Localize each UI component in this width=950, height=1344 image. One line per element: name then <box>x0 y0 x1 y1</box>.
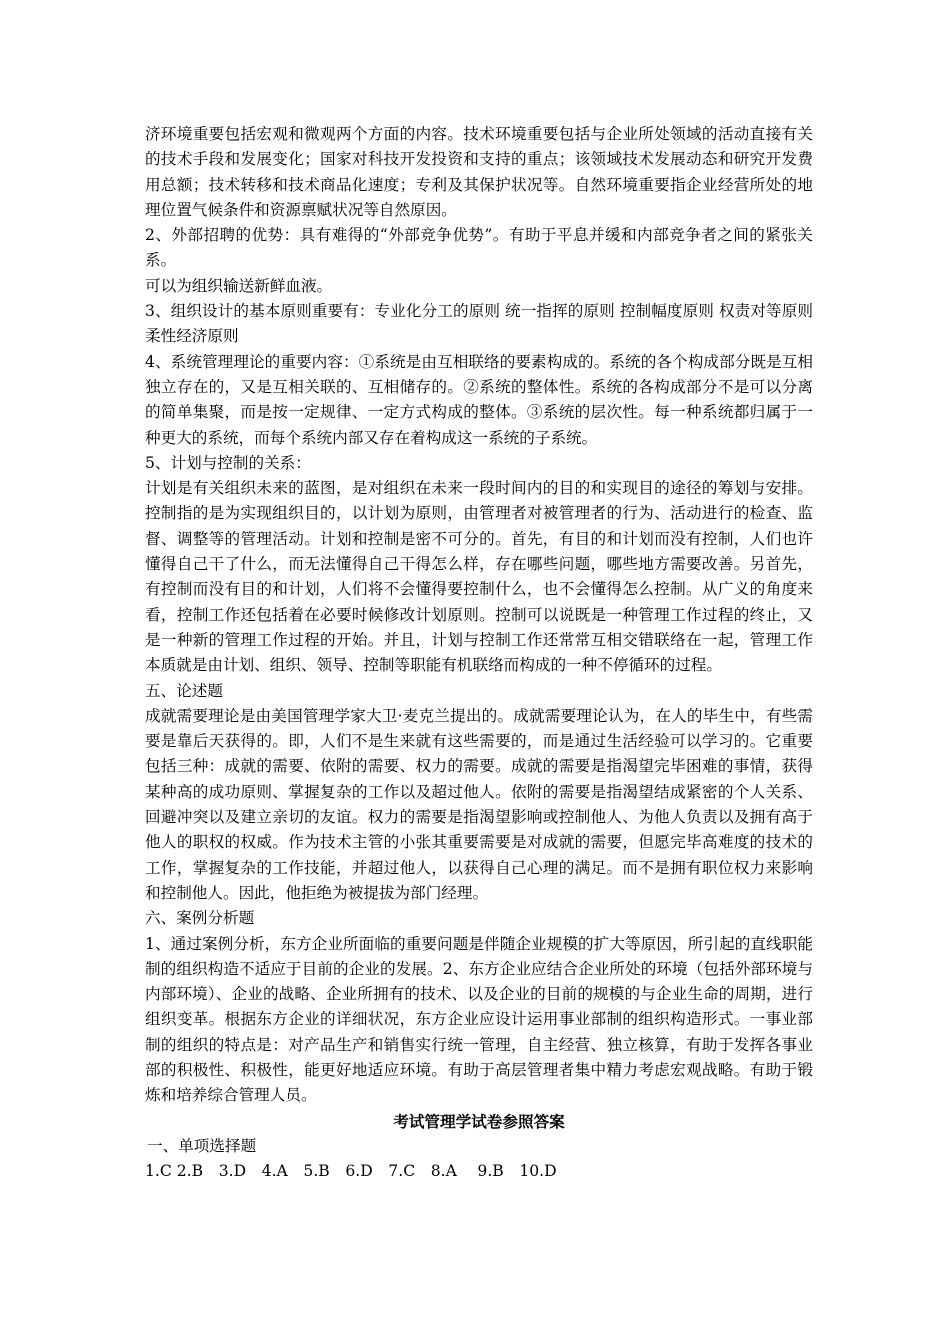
paragraph-fresh-blood: 可以为组织输送新鲜血液。 <box>145 276 333 295</box>
document-body <box>145 122 829 1184</box>
answer-title: 考试管理学试卷参照答案 <box>393 1111 565 1131</box>
paragraph-environment: 济环境重要包括宏观和微观两个方面的内容。技术环境重要包括与企业所处领域的活动直接有关的技术手段和发展变化；国家对科技开发投资和支持的重点；该领域技术发展动态和研究开发费用总额；技术转移和技术商品化速度；专利及其保护状况等。自然环境重要指企业经营所处的地理位置气候条件和资源禀赋状况等自然原因。 <box>145 125 813 219</box>
heading-plan-control: 5、计划与控制的关系： <box>145 453 311 472</box>
paragraph-plan-control: 计划是有关组织未来的蓝图，是对组织在未来一段时间内的目的和实现目的途径的筹划与安排。控制指的是为实现组织目的，以计划为原则，由管理者对被管理者的行为、活动进行的检查、监督、调整等的管理活动。计划和控制是密不可分的。首先，有目的和计划而没有控制，人们也许懂得自己干了什么，而无法懂得自己干得怎么样，存在哪些问题，哪些地方需要改善。另首先，有控制而没有目的和计划，人们将不会懂得要控制什么，也不会懂得怎么控制。从广义的角度来看，控制工作还包括着在必要时候修改计划原则。控制可以说既是一种管理工作过程的终止，又是一种新的管理工作过程的开始。并且，计划与控制工作还常常互相交错联络在一起，管理工作本质就是由计划、组织、领导、控制等职能有机联络而构成的一种不停循环的过程。 <box>145 479 813 675</box>
answers-line: 1.C 2.B 3.D 4.A 5.B 6.D 7.C 8.A 9.B 10.D <box>145 1162 557 1181</box>
section-single-choice: 一、单项选择题 <box>147 1136 257 1155</box>
paragraph-organization-principles: 3、组织设计的基本原则重要有：专业化分工的原则 统一指挥的原则 控制幅度原则 权责对等原则 柔性经济原则 <box>145 302 829 346</box>
heading-case-analysis: 六、案例分析题 <box>145 909 255 928</box>
paragraph-system-theory: 4、系统管理理论的重要内容：①系统是由互相联络的要素构成的。系统的各个构成部分既是互相独立存在的，又是互相关联的、互相储存的。②系统的整体性。系统的各构成部分不是可以分离的简单集聚，而是按一定规律、一定方式构成的整体。③系统的层次性。每一种系统都归属于一种更大的系统，而每个系统内部又存在着构成这一系统的子系统。 <box>145 352 813 447</box>
paragraph-case-analysis: 1、通过案例分析，东方企业所面临的重要问题是伴随企业规模的扩大等原因，所引起的直线职能制的组织构造不适应于目前的企业的发展。2、东方企业应结合企业所处的环境（包括外部环境与内部环境）、企业的战略、企业所拥有的技术、以及企业的目前的规模的与企业生命的周期，进行组织变革。根据东方企业的详细状况，东方企业应设计运用事业部制的组织构造形式。一事业部制的组织的特点是：对产品生产和销售实行统一管理，自主经营、独立核算，有助于发挥各事业部的积极性、积极性，能更好地适应环境。有助于高层管理者集中精力考虑宏观战略。有助于锻炼和培养综合管理人员。 <box>145 934 813 1105</box>
paragraph-external-recruitment: 2、外部招聘的优势：具有难得的“外部竞争优势”。有助于平息并缓和内部竞争者之间的紧张关系。 <box>145 226 813 270</box>
paragraph-achievement-theory: 成就需要理论是由美国管理学家大卫·麦克兰提出的。成就需要理论认为，在人的毕生中，有些需要是靠后天获得的。即，人们不是生来就有这些需要的，而是通过生活经验可以学习的。它重要包括三种：成就的需要、依附的需要、权力的需要。成就的需要是指渴望完毕困难的事情，获得某种高的成功原则、掌握复杂的工作以及超过他人。依附的需要是指渴望结成紧密的个人关系、回避冲突以及建立亲切的友谊。权力的需要是指渴望影响或控制他人、为他人负责以及拥有高于他人的职权的权威。作为技术主管的小张其重要需要是对成就的需要，但愿完毕高难度的技术的工作，掌握复杂的工作技能，并超过他人，以获得自己心理的满足。而不是拥有职位权力来影响和控制他人。因此，他拒绝为被提拔为部门经理。 <box>145 706 813 902</box>
heading-essay: 五、论述题 <box>145 681 223 700</box>
